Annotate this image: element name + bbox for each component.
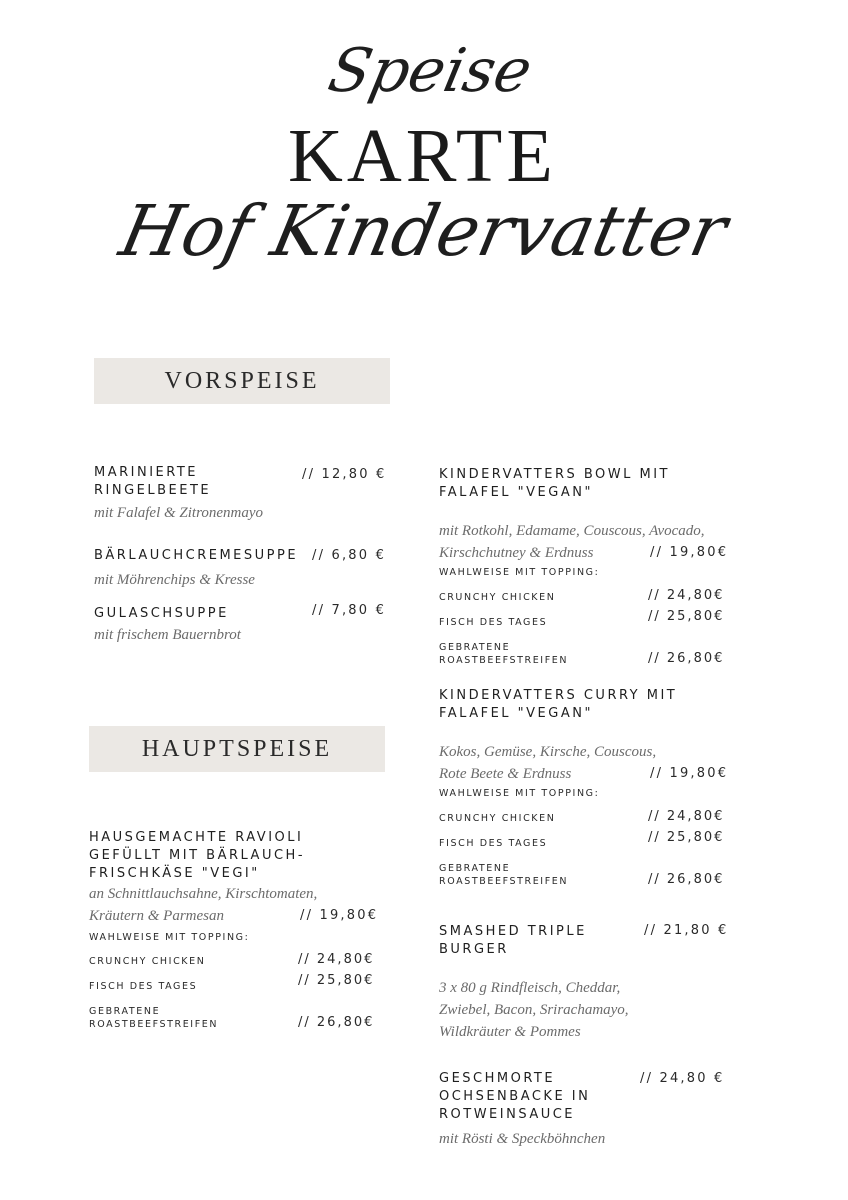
item-price: // 6,80 € (312, 548, 387, 563)
topping-price: // 26,80€ (648, 651, 725, 666)
header-title: KARTE (288, 114, 557, 198)
item-price: // 12,80 € (302, 467, 387, 482)
item-desc: mit Falafel & Zitronenmayo (94, 505, 264, 521)
topping-name: CRUNCHY CHICKEN (439, 813, 556, 824)
section-label: HAUPTSPEISE (141, 736, 333, 762)
topping-label: WAHLWEISE MIT TOPPING: (439, 788, 600, 799)
item-price: // 19,80€ (650, 766, 729, 781)
item-price: // 24,80 € (640, 1071, 725, 1086)
topping-price: // 25,80€ (648, 609, 725, 624)
item-desc: mit Rösti & Speckböhnchen (439, 1131, 606, 1147)
item-name-smashed-triple-burger: SMASHED TRIPLE BURGER (439, 924, 587, 957)
topping-name: CRUNCHY CHICKEN (89, 956, 206, 967)
item-name-gulaschsuppe: GULASCHSUPPE (94, 606, 229, 621)
topping-name: FISCH DES TAGES (89, 981, 198, 992)
topping-name: CRUNCHY CHICKEN (439, 592, 556, 603)
item-name-ravioli: HAUSGEMACHTE RAVIOLI GEFÜLLT MIT BÄRLAUCH-FRISCHKÄSE "VEGI" (89, 830, 306, 881)
item-price: // 19,80€ (650, 545, 729, 560)
item-price: // 19,80€ (300, 908, 379, 923)
item-name-geschmorte-ochsenbacke: GESCHMORTE OCHSENBACKE IN ROTWEINSAUCE (439, 1071, 591, 1122)
item-desc: 3 x 80 g Rindfleisch, Cheddar, (439, 980, 621, 996)
item-desc: Kokos, Gemüse, Kirsche, Couscous, (439, 744, 657, 760)
item-desc: Kirschchutney & Erdnuss (439, 545, 594, 561)
topping-name: FISCH DES TAGES (439, 838, 548, 849)
topping-name: GEBRATENE ROASTBEEFSTREIFEN (89, 1006, 219, 1030)
topping-price: // 25,80€ (298, 973, 375, 988)
topping-name: FISCH DES TAGES (439, 617, 548, 628)
section-label: VORSPEISE (164, 368, 320, 394)
item-name-baerlauchcremesuppe: BÄRLAUCHCREMESUPPE (94, 548, 299, 563)
item-desc: mit Möhrenchips & Kresse (94, 572, 255, 588)
item-name-kindervatters-bowl: KINDERVATTERS BOWL MIT FALAFEL "VEGAN" (439, 467, 671, 500)
item-desc: Kräutern & Parmesan (89, 908, 224, 924)
item-price: // 7,80 € (312, 603, 387, 618)
section-header-hauptspeise (89, 726, 385, 772)
topping-name: GEBRATENE ROASTBEEFSTREIFEN (439, 642, 569, 666)
topping-name: GEBRATENE ROASTBEEFSTREIFEN (439, 863, 569, 887)
item-desc: Wildkräuter & Pommes (439, 1024, 581, 1040)
item-name-marinierte-ringelbeete: MARINIERTE RINGELBEETE (94, 465, 212, 498)
item-desc: mit Rotkohl, Edamame, Couscous, Avocado, (439, 523, 705, 539)
item-desc: an Schnittlauchsahne, Kirschtomaten, (89, 886, 318, 902)
section-header-vorspeise (94, 358, 390, 404)
item-price: // 21,80 € (644, 923, 729, 938)
topping-price: // 24,80€ (298, 952, 375, 967)
item-name-kindervatters-curry: KINDERVATTERS CURRY MIT FALAFEL "VEGAN" (439, 688, 678, 721)
topping-label: WAHLWEISE MIT TOPPING: (89, 932, 250, 943)
topping-price: // 25,80€ (648, 830, 725, 845)
item-desc: mit frischem Bauernbrot (94, 627, 241, 643)
topping-price: // 26,80€ (648, 872, 725, 887)
topping-price: // 24,80€ (648, 588, 725, 603)
item-desc: Rote Beete & Erdnuss (439, 766, 572, 782)
header-script-hof-kindervatter: Hof Kindervatter (113, 190, 734, 272)
topping-label: WAHLWEISE MIT TOPPING: (439, 567, 600, 578)
topping-price: // 26,80€ (298, 1015, 375, 1030)
header-script-speise: Speise (322, 36, 538, 106)
topping-price: // 24,80€ (648, 809, 725, 824)
item-desc: Zwiebel, Bacon, Srirachamayo, (439, 1002, 629, 1018)
